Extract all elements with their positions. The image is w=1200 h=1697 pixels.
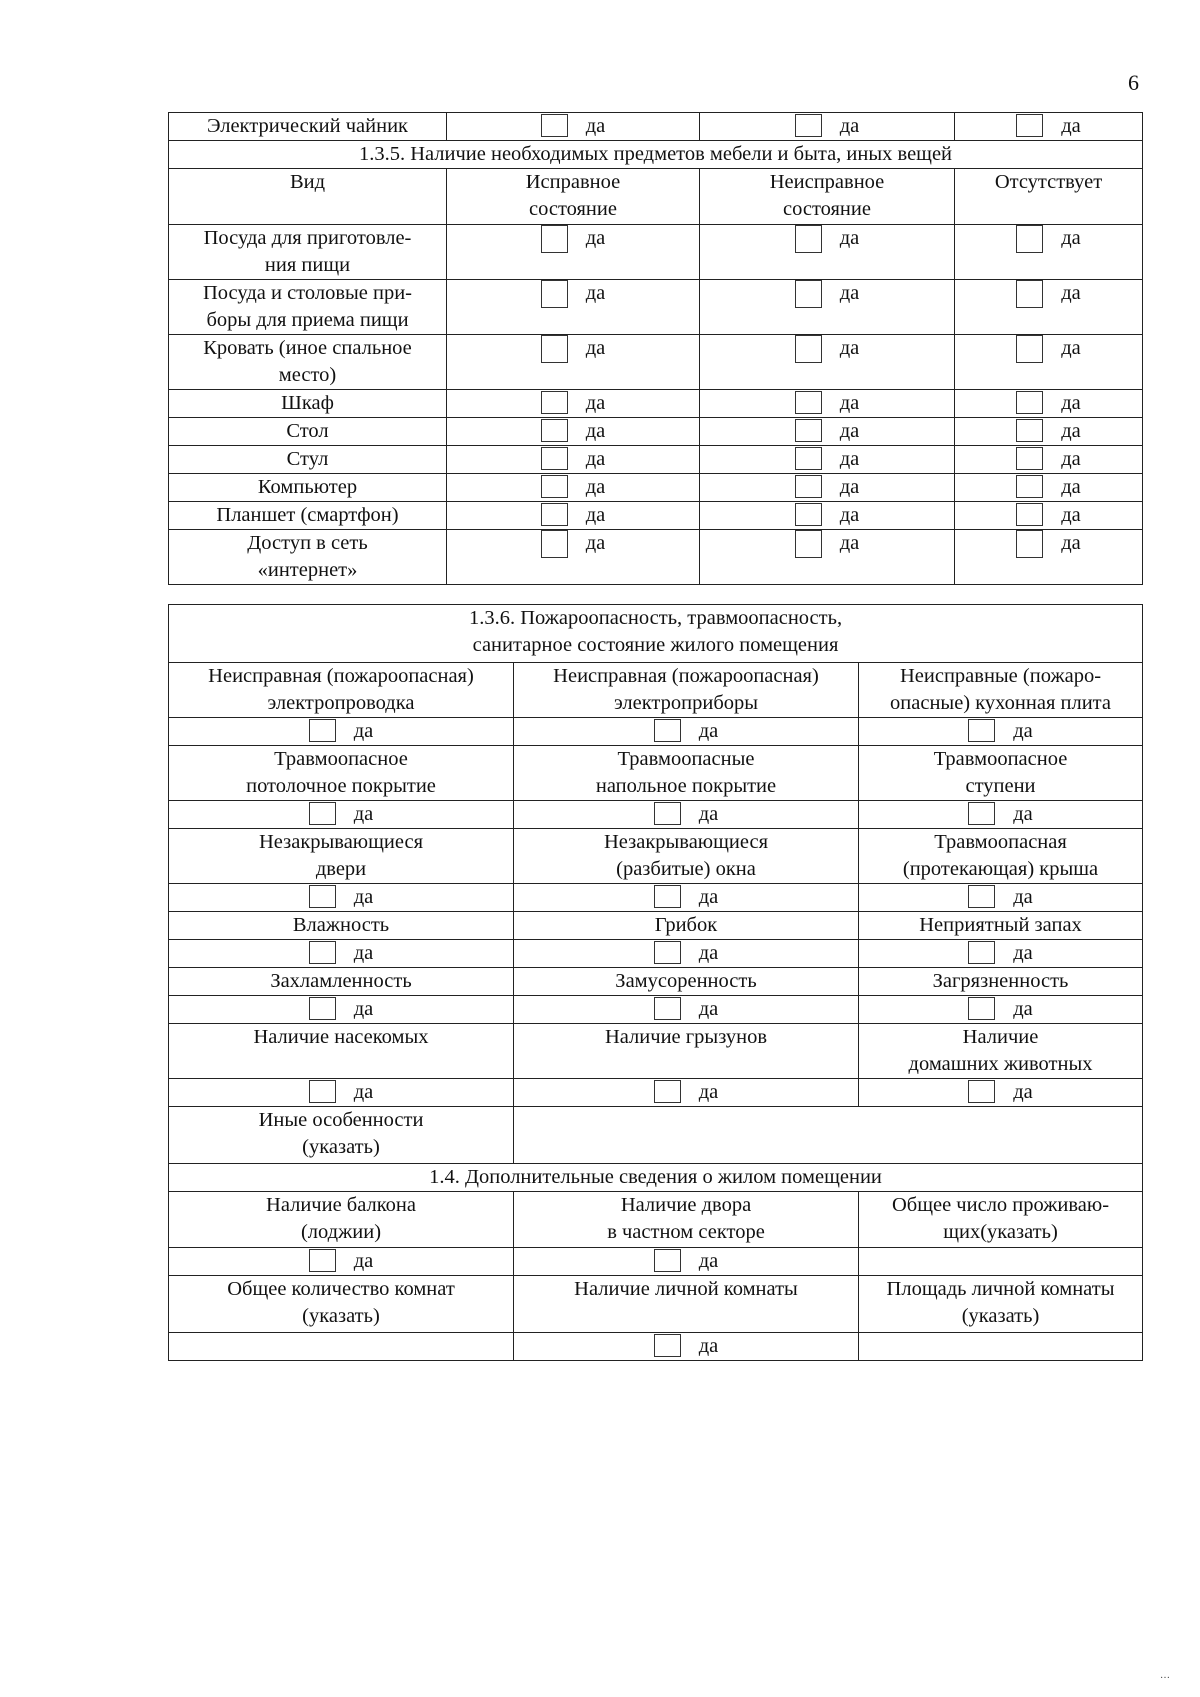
item-working-cell (447, 418, 700, 446)
kettle-absent-cell (955, 113, 1143, 141)
hazard-label-line: Наличие (962, 1026, 1039, 1048)
checkbox[interactable] (795, 475, 822, 498)
hazard-label-line: электроприборы (613, 692, 759, 714)
furniture-item-row (169, 280, 1143, 335)
checkbox[interactable] (968, 719, 995, 742)
balcony-cell (169, 1248, 514, 1276)
item-label (169, 280, 447, 335)
balcony-label-line: (лоджии) (300, 1221, 382, 1243)
yes-label: да (839, 227, 860, 249)
yes-label: да (353, 720, 374, 742)
hazard-label-line: Грибок (654, 914, 718, 936)
furniture-header-row (169, 169, 1143, 225)
checkbox[interactable] (309, 997, 336, 1020)
other-input-cell[interactable] (514, 1107, 1143, 1164)
furniture-items (169, 225, 1143, 585)
hazard-label-line: (разбитые) окна (616, 858, 756, 880)
item-absent-cell (955, 446, 1143, 474)
item-label (169, 335, 447, 390)
absent-header (955, 169, 1143, 225)
hazard-cell (169, 996, 514, 1024)
hazard-label (859, 663, 1143, 718)
rooms-value-row (169, 1333, 1143, 1361)
yes-label: да (698, 1250, 719, 1272)
hazard-check-row (169, 1079, 1143, 1107)
yes-label: да (839, 392, 860, 414)
checkbox[interactable] (541, 335, 568, 363)
item-absent-cell (955, 280, 1143, 335)
yes-label: да (1061, 115, 1081, 137)
scan-mark: … (1160, 1670, 1170, 1681)
checkbox[interactable] (654, 997, 681, 1020)
hazard-label-line: ступени (965, 775, 1036, 797)
section-1-3-6-title-line: 1.3.6. Пожароопасность, травмоопасность, (468, 607, 843, 629)
item-broken-cell (700, 418, 955, 446)
yes-label: да (839, 504, 860, 526)
own-room-label (514, 1276, 859, 1333)
kettle-working-cell (447, 113, 700, 141)
checkbox[interactable] (309, 719, 336, 742)
checkbox[interactable] (1016, 391, 1043, 414)
checkbox[interactable] (1016, 280, 1043, 308)
hazard-label-row (169, 746, 1143, 801)
hazard-label (859, 746, 1143, 801)
yes-label: да (698, 803, 719, 825)
checkbox[interactable] (1016, 335, 1043, 363)
hazard-cell (514, 884, 859, 912)
item-label (169, 530, 447, 585)
checkbox[interactable] (654, 941, 681, 964)
furniture-item-row (169, 474, 1143, 502)
item-label-line: место) (278, 364, 337, 386)
yes-label: да (1013, 1081, 1033, 1103)
checkbox[interactable] (795, 335, 822, 363)
item-label-line: Посуда для приготовле- (203, 227, 412, 249)
item-absent-cell (955, 474, 1143, 502)
condition-rows (169, 663, 1143, 1107)
yes-label: да (1061, 392, 1081, 414)
hazard-check-row (169, 996, 1143, 1024)
hazard-label-row (169, 968, 1143, 996)
balcony-label-line: Наличие балкона (266, 1194, 416, 1216)
yard-label-line: Наличие двора (620, 1194, 752, 1216)
yes-label: да (839, 420, 860, 442)
hazard-check-row (169, 718, 1143, 746)
hazard-label (169, 746, 514, 801)
hazard-label-line: Травмоопасные (617, 748, 755, 770)
hazard-cell (514, 940, 859, 968)
checkbox[interactable] (795, 280, 822, 308)
hazard-cell (859, 996, 1143, 1024)
working-header-line: состояние (529, 198, 617, 220)
checkbox[interactable] (541, 280, 568, 308)
item-absent-cell (955, 530, 1143, 585)
yes-label: да (585, 476, 606, 498)
hazard-label-line: Захламленность (270, 970, 412, 992)
yes-label: да (1061, 448, 1081, 470)
rooms-input-cell[interactable] (169, 1333, 514, 1361)
hazard-label-line: домашних животных (908, 1053, 1093, 1075)
yes-label: да (353, 942, 374, 964)
furniture-item-row (169, 225, 1143, 280)
yes-label: да (353, 1250, 374, 1272)
item-working-cell (447, 446, 700, 474)
checkbox[interactable] (541, 391, 568, 414)
item-label-line: Посуда и столовые при- (202, 282, 413, 304)
hazard-label (859, 968, 1143, 996)
checkbox[interactable] (654, 1249, 681, 1272)
rooms-label-line: (указать) (302, 1305, 380, 1327)
checkbox[interactable] (541, 447, 568, 470)
hazard-label-line: Загрязненность (932, 970, 1069, 992)
item-label-line: Стол (286, 420, 329, 442)
furniture-item-row (169, 335, 1143, 390)
balcony-label (169, 1192, 514, 1248)
hazard-label-line: двери (315, 858, 367, 880)
yes-label: да (585, 420, 606, 442)
checkbox[interactable] (795, 225, 822, 253)
broken-header (700, 169, 955, 225)
yes-label: да (1061, 337, 1081, 359)
furniture-item-row (169, 530, 1143, 585)
hazard-label (859, 829, 1143, 884)
residents-label-line: щих(указать) (943, 1221, 1058, 1243)
other-label-line: Иные особенности (258, 1109, 424, 1131)
item-working-cell (447, 502, 700, 530)
yes-label: да (585, 227, 606, 249)
checkbox[interactable] (968, 997, 995, 1020)
item-broken-cell (700, 502, 955, 530)
hazard-cell (169, 940, 514, 968)
hazard-cell (859, 884, 1143, 912)
hazard-label-line: Травмоопасная (934, 831, 1067, 853)
hazard-label (514, 1024, 859, 1079)
hazard-label (859, 1024, 1143, 1079)
hazard-cell (169, 884, 514, 912)
checkbox[interactable] (968, 1080, 995, 1103)
hazard-label (169, 829, 514, 884)
rooms-header-row (169, 1276, 1143, 1333)
yes-label: да (1061, 532, 1081, 554)
hazard-label-row (169, 829, 1143, 884)
hazard-check-row (169, 940, 1143, 968)
hazard-label (169, 912, 514, 940)
hazard-label (169, 663, 514, 718)
working-header-line: Исправное (525, 171, 621, 193)
item-label (169, 225, 447, 280)
residents-label (859, 1192, 1143, 1248)
item-working-cell (447, 335, 700, 390)
furniture-item-row (169, 446, 1143, 474)
kettle-broken-cell (700, 113, 955, 141)
item-broken-cell (700, 530, 955, 585)
hazard-label-line: Незакрывающиеся (258, 831, 424, 853)
hazard-check-row (169, 801, 1143, 829)
yard-label-line: в частном секторе (607, 1221, 765, 1243)
hazard-check-row (169, 884, 1143, 912)
yes-label: да (1013, 998, 1033, 1020)
hazard-label-line: Травмоопасное (933, 748, 1068, 770)
extra-info-value-row (169, 1248, 1143, 1276)
checkbox[interactable] (968, 885, 995, 908)
hazard-cell (859, 801, 1143, 829)
item-label (169, 474, 447, 502)
yes-label: да (1061, 476, 1081, 498)
item-broken-cell (700, 280, 955, 335)
yes-label: да (839, 448, 860, 470)
hazard-label (514, 968, 859, 996)
checkbox[interactable] (795, 114, 822, 137)
yes-label: да (585, 282, 606, 304)
hazard-label (169, 968, 514, 996)
item-broken-cell (700, 474, 955, 502)
hazard-label-row (169, 1024, 1143, 1079)
working-header (447, 169, 700, 225)
item-broken-cell (700, 335, 955, 390)
own-room-area-input-cell[interactable] (859, 1333, 1143, 1361)
hazard-label-line: Замусоренность (615, 970, 757, 992)
hazard-label-line: Травмоопасное (274, 748, 408, 770)
checkbox[interactable] (654, 1080, 681, 1103)
hazard-label-line: опасные) кухонная плита (890, 692, 1111, 714)
yes-label: да (1061, 227, 1081, 249)
item-label-line: Шкаф (281, 392, 334, 414)
item-working-cell (447, 390, 700, 418)
checkbox[interactable] (795, 447, 822, 470)
own-room-label-line: Наличие личной комнаты (574, 1278, 798, 1300)
checkbox[interactable] (795, 530, 822, 558)
item-label-line: «интернет» (257, 559, 358, 581)
yes-label: да (698, 998, 719, 1020)
absent-header-line: Отсутствует (994, 171, 1103, 193)
yes-label: да (839, 476, 860, 498)
other-label-line: (указать) (302, 1136, 380, 1158)
item-working-cell (447, 474, 700, 502)
hazard-label (514, 746, 859, 801)
item-label (169, 502, 447, 530)
item-label (169, 446, 447, 474)
other-label (169, 1107, 514, 1164)
hazard-label-line: Наличие грызунов (604, 1026, 768, 1048)
yes-label: да (585, 337, 606, 359)
own-room-area-label-line: (указать) (961, 1305, 1040, 1327)
checkbox[interactable] (1016, 419, 1043, 442)
hazard-cell (169, 801, 514, 829)
checkbox[interactable] (795, 419, 822, 442)
checkbox[interactable] (654, 885, 681, 908)
hazard-cell (859, 718, 1143, 746)
hazard-label-line: Наличие насекомых (253, 1026, 429, 1048)
kind-header-line: Вид (289, 171, 326, 193)
checkbox[interactable] (541, 503, 568, 526)
yes-label: да (585, 504, 606, 526)
hazard-label-line: Неисправная (пожароопасная) (208, 665, 474, 687)
item-absent-cell (955, 390, 1143, 418)
yes-label: да (839, 282, 860, 304)
yes-label: да (585, 392, 606, 414)
hazard-label-line: Влажность (292, 914, 390, 936)
yes-label: да (1061, 504, 1081, 526)
yes-label: да (839, 532, 860, 554)
residents-label-line: Общее число проживаю- (891, 1194, 1110, 1216)
hazard-label (514, 663, 859, 718)
yard-label (514, 1192, 859, 1248)
checkbox[interactable] (654, 719, 681, 742)
yes-label: да (353, 803, 374, 825)
checkbox[interactable] (541, 530, 568, 558)
checkbox[interactable] (795, 503, 822, 526)
section-1-3-5-title: 1.3.5. Наличие необходимых предметов мебели и быта, иных вещей (169, 141, 1143, 169)
item-broken-cell (700, 446, 955, 474)
hazard-label-line: потолочное покрытие (246, 775, 436, 797)
checkbox[interactable] (654, 1334, 681, 1357)
checkbox[interactable] (1016, 447, 1043, 470)
checkbox[interactable] (309, 941, 336, 964)
item-broken-cell (700, 390, 955, 418)
item-broken-cell (700, 225, 955, 280)
checkbox[interactable] (1016, 225, 1043, 253)
furniture-item-row (169, 390, 1143, 418)
yes-label: да (1061, 282, 1081, 304)
own-room-area-label-line: Площадь личной комнаты (886, 1278, 1115, 1300)
item-label-line: Кровать (иное спальное (203, 337, 412, 359)
hazard-label (859, 912, 1143, 940)
section-1-3-6-title-line: санитарное состояние жилого помещения (472, 634, 839, 656)
yes-label: да (1061, 420, 1081, 442)
yes-label: да (698, 886, 719, 908)
yes-label: да (1013, 803, 1033, 825)
checkbox[interactable] (309, 1249, 336, 1272)
condition-table (168, 604, 1143, 1361)
hazard-cell (514, 1079, 859, 1107)
checkbox[interactable] (541, 114, 568, 137)
hazard-label-line: (протекающая) крыша (902, 858, 1099, 880)
checkbox[interactable] (654, 802, 681, 825)
yes-label: да (1013, 886, 1033, 908)
hazard-label-line: Незакрывающиеся (603, 831, 769, 853)
checkbox[interactable] (968, 802, 995, 825)
checkbox[interactable] (1016, 114, 1043, 137)
item-label-line: боры для приема пищи (206, 309, 409, 331)
page-number: 6 (1128, 70, 1139, 95)
rooms-label-line: Общее количество комнат (227, 1278, 455, 1300)
own-room-cell (514, 1333, 859, 1361)
hazard-cell (859, 940, 1143, 968)
hazard-label (169, 1024, 514, 1079)
hazard-cell (514, 996, 859, 1024)
item-label-line: Доступ в сеть (247, 532, 368, 554)
yes-label: да (698, 942, 719, 964)
yes-label: да (1013, 942, 1033, 964)
checkbox[interactable] (1016, 475, 1043, 498)
furniture-item-row (169, 418, 1143, 446)
other-row (169, 1107, 1143, 1164)
hazard-label (514, 912, 859, 940)
extra-info-header-row (169, 1192, 1143, 1248)
item-working-cell (447, 280, 700, 335)
furniture-table (168, 112, 1143, 585)
item-absent-cell (955, 418, 1143, 446)
item-label-line: Компьютер (257, 476, 358, 498)
hazard-cell (169, 718, 514, 746)
yes-label: да (585, 448, 606, 470)
item-working-cell (447, 530, 700, 585)
checkbox[interactable] (541, 225, 568, 253)
item-label-line: Стул (286, 448, 329, 470)
hazard-label-row (169, 912, 1143, 940)
section-1-3-6-title (169, 605, 1143, 663)
broken-header-line: состояние (783, 198, 871, 220)
item-working-cell (447, 225, 700, 280)
hazard-cell (514, 801, 859, 829)
kettle-row (169, 113, 1143, 141)
hazard-cell (859, 1079, 1143, 1107)
yes-label: да (353, 886, 374, 908)
yes-label: да (839, 115, 860, 137)
hazard-label (514, 829, 859, 884)
item-absent-cell (955, 502, 1143, 530)
item-label-line: ния пищи (264, 254, 351, 276)
item-absent-cell (955, 225, 1143, 280)
yes-label: да (1013, 720, 1033, 742)
checkbox[interactable] (541, 475, 568, 498)
checkbox[interactable] (309, 1080, 336, 1103)
hazard-label-line: Неприятный запах (919, 914, 1082, 936)
yard-cell (514, 1248, 859, 1276)
checkbox[interactable] (309, 885, 336, 908)
checkbox[interactable] (795, 391, 822, 414)
hazard-label-line: электропроводка (267, 692, 415, 714)
yes-label: да (353, 1081, 374, 1103)
checkbox[interactable] (541, 419, 568, 442)
item-label (169, 418, 447, 446)
yes-label: да (585, 115, 606, 137)
section-1-4-title: 1.4. Дополнительные сведения о жилом помещении (169, 1164, 1143, 1192)
item-label-line: Планшет (смартфон) (216, 504, 399, 526)
kettle-label: Электрический чайник (169, 113, 447, 141)
broken-header-line: Неисправное (769, 171, 885, 193)
hazard-label-line: напольное покрытие (595, 775, 777, 797)
hazard-label-row (169, 663, 1143, 718)
hazard-cell (514, 718, 859, 746)
yes-label: да (839, 337, 860, 359)
yes-label: да (698, 720, 719, 742)
yes-label: да (698, 1081, 719, 1103)
checkbox[interactable] (1016, 503, 1043, 526)
hazard-label-line: Неисправные (пожаро- (899, 665, 1102, 687)
yes-label: да (698, 1335, 719, 1357)
item-absent-cell (955, 335, 1143, 390)
hazard-cell (169, 1079, 514, 1107)
yes-label: да (353, 998, 374, 1020)
rooms-label (169, 1276, 514, 1333)
checkbox[interactable] (968, 941, 995, 964)
residents-input-cell[interactable] (859, 1248, 1143, 1276)
furniture-item-row (169, 502, 1143, 530)
yes-label: да (585, 532, 606, 554)
own-room-area-label (859, 1276, 1143, 1333)
kind-header (169, 169, 447, 225)
checkbox[interactable] (1016, 530, 1043, 558)
item-label (169, 390, 447, 418)
hazard-label-line: Неисправная (пожароопасная) (553, 665, 819, 687)
checkbox[interactable] (309, 802, 336, 825)
